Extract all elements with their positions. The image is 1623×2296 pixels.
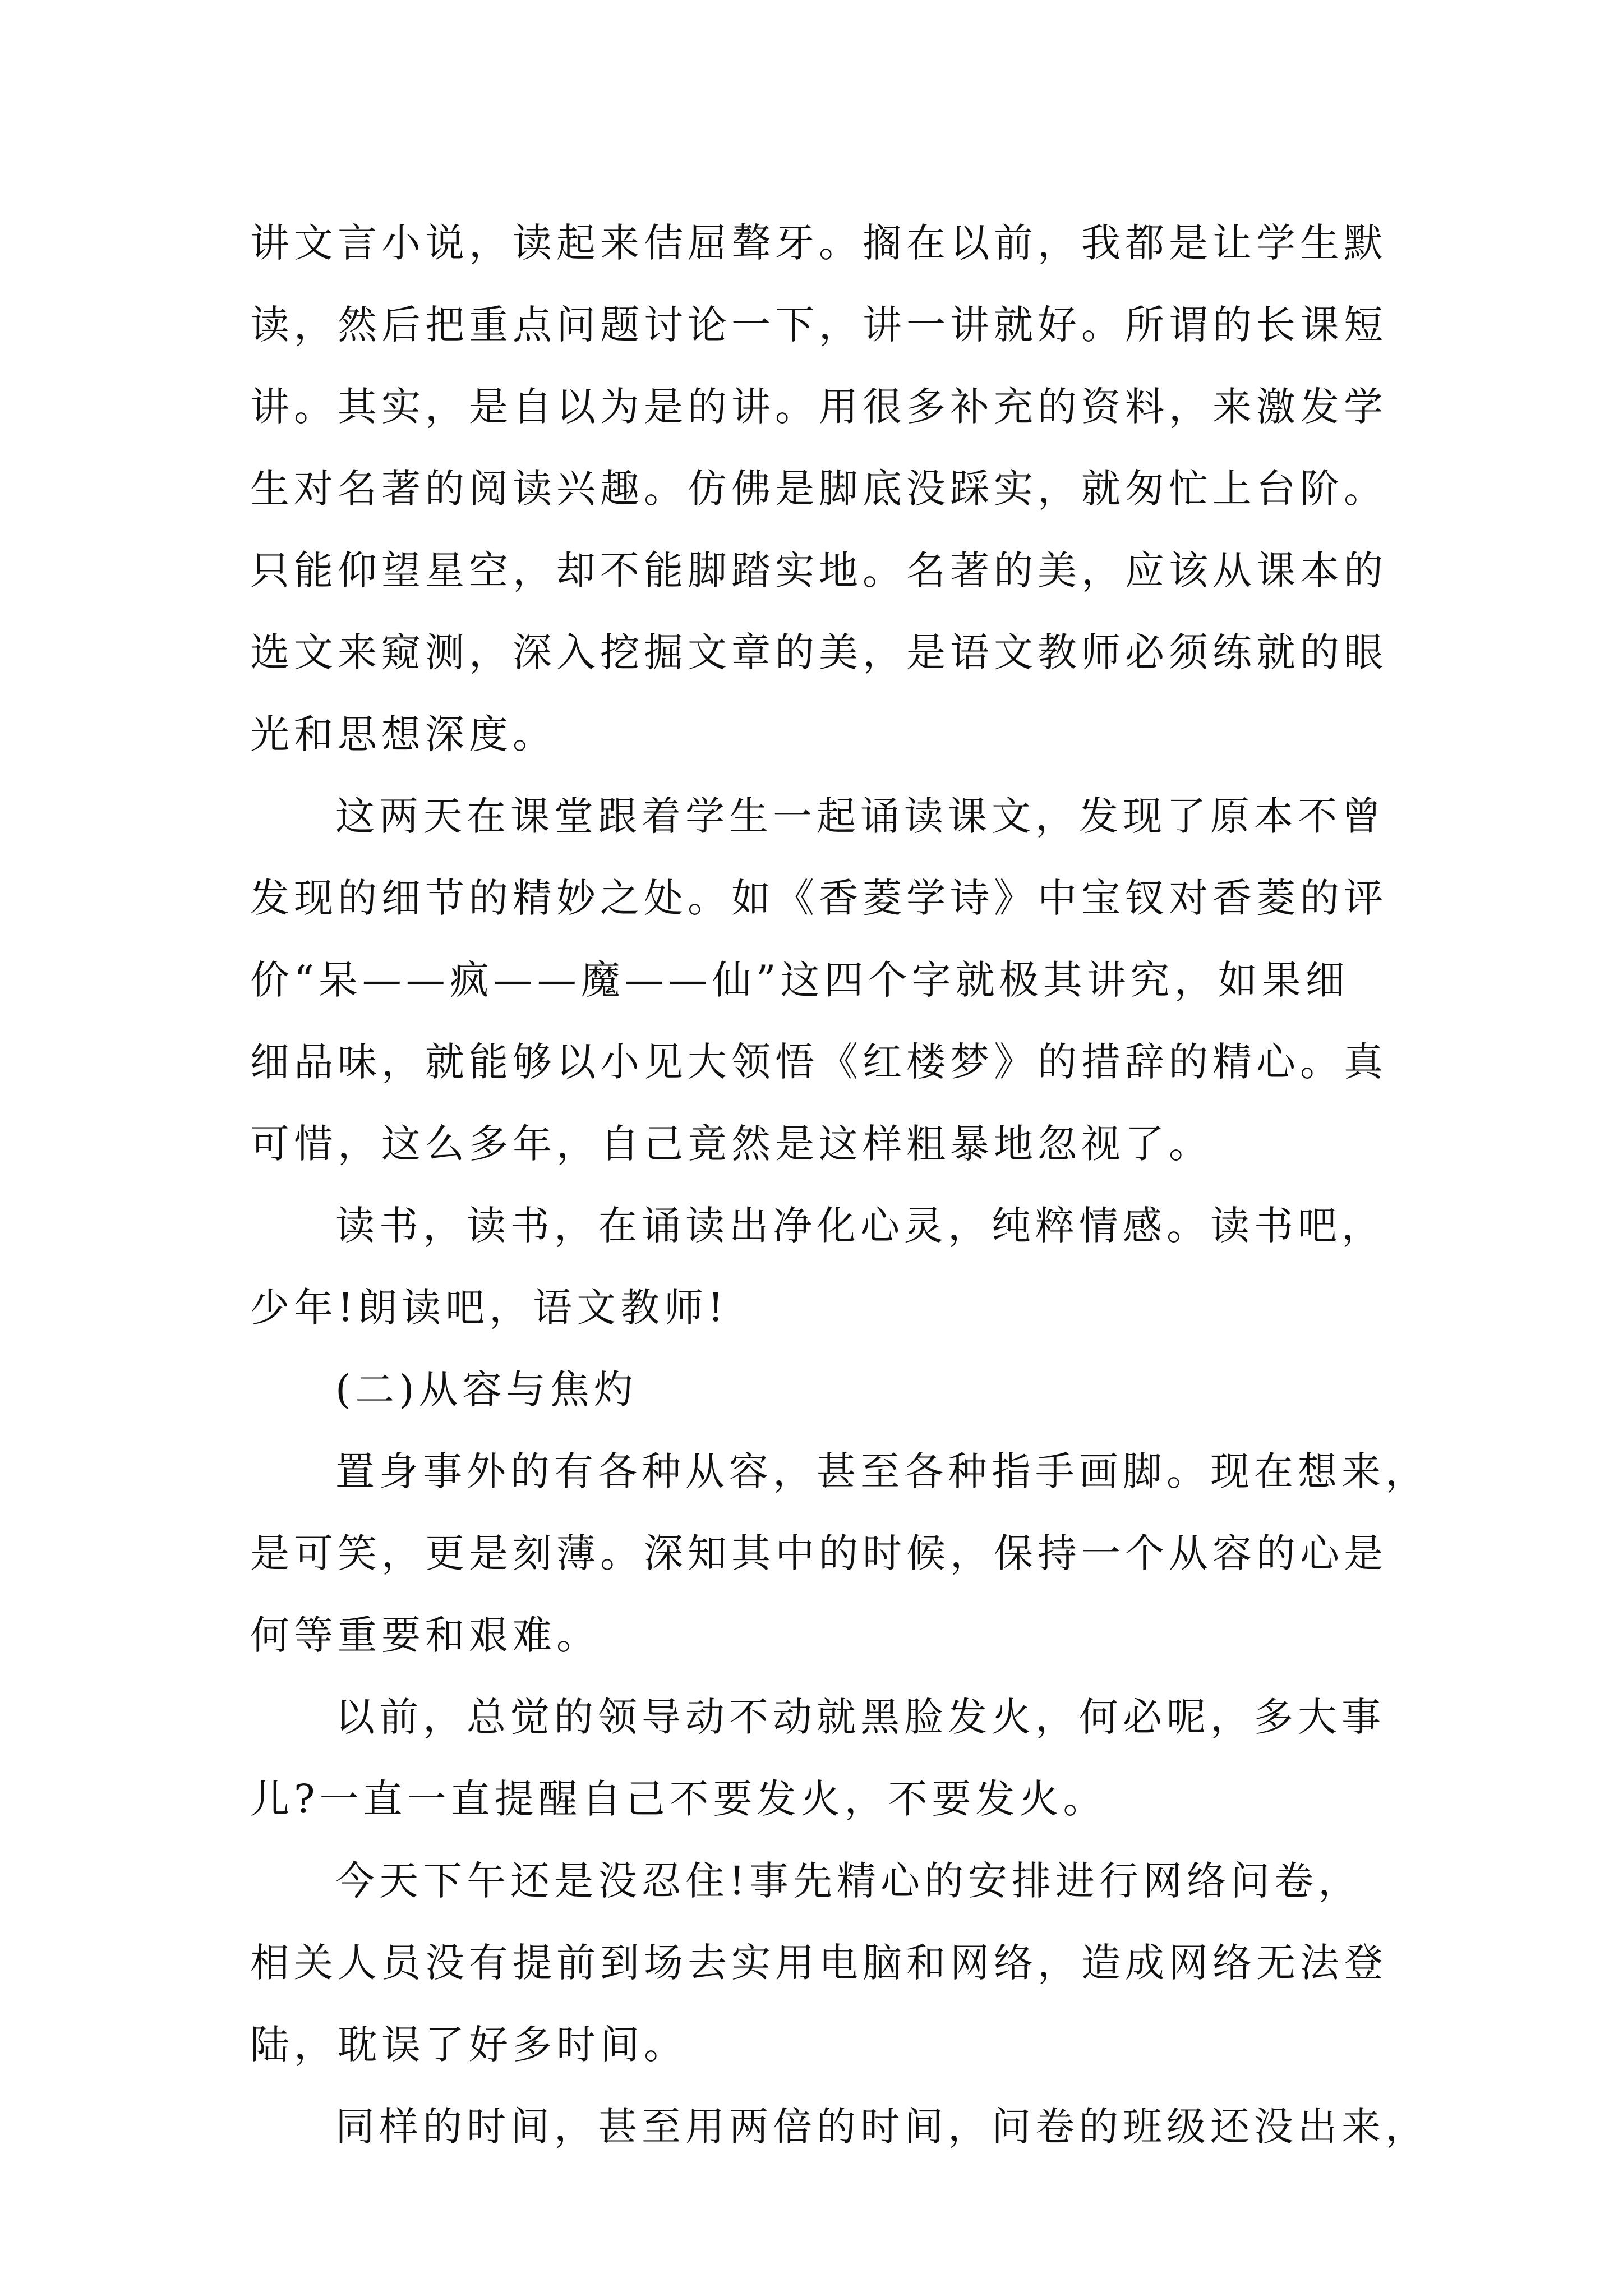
text-line: 儿?一直一直提醒自己不要发火，不要发火。 — [250, 1776, 1107, 1822]
paragraph-first-line: 今天下午还是没忍住!事先精心的安排进行网络问卷， — [335, 1858, 1362, 1904]
text-line: 价“呆——疯——魔——仙”这四个字就极其讲究，如果细 — [250, 957, 1349, 1003]
text-line: 只能仰望星空，却不能脚踏实地。名著的美，应该从课本的 — [250, 547, 1387, 593]
paragraph-first-line: 读书，读书，在诵读出净化心灵，纯粹情感。读书吧， — [335, 1203, 1385, 1249]
text-line: 相关人员没有提前到场去实用电脑和网络，造成网络无法登 — [250, 1940, 1387, 1986]
text-line: 选文来窥测，深入挖掘文章的美，是语文教师必须练就的眼 — [250, 629, 1387, 675]
text-line: 生对名著的阅读兴趣。仿佛是脚底没踩实，就匆忙上台阶。 — [250, 466, 1387, 512]
text-line: 细品味，就能够以小见大领悟《红楼梦》的措辞的精心。真 — [250, 1039, 1387, 1085]
section-heading: (二)从容与焦灼 — [335, 1366, 638, 1412]
text-line: 是可笑，更是刻薄。深知其中的时候，保持一个从容的心是 — [250, 1530, 1387, 1576]
text-line: 讲。其实，是自以为是的讲。用很多补充的资料，来激发学 — [250, 384, 1387, 430]
paragraph-first-line: 以前，总觉的领导动不动就黑脸发火，何必呢，多大事 — [335, 1694, 1385, 1740]
text-line: 可惜，这么多年，自己竟然是这样粗暴地忽视了。 — [250, 1121, 1212, 1167]
paragraph-first-line: 同样的时间，甚至用两倍的时间，问卷的班级还没出来， — [335, 2104, 1429, 2150]
text-line: 少年!朗读吧，语文教师! — [250, 1285, 728, 1331]
text-line: 发现的细节的精妙之处。如《香菱学诗》中宝钗对香菱的评 — [250, 875, 1387, 921]
paragraph-first-line: 置身事外的有各种从容，甚至各种指手画脚。现在想来， — [335, 1448, 1429, 1494]
text-line: 陆，耽误了好多时间。 — [250, 2022, 688, 2068]
paragraph-first-line: 这两天在课堂跟着学生一起诵读课文，发现了原本不曾 — [335, 793, 1385, 839]
text-line: 讲文言小说，读起来佶屈聱牙。搁在以前，我都是让学生默 — [250, 220, 1387, 266]
text-line: 何等重要和艰难。 — [250, 1612, 600, 1658]
text-line: 光和思想深度。 — [250, 711, 556, 757]
text-line: 读，然后把重点问题讨论一下，讲一讲就好。所谓的长课短 — [250, 302, 1387, 348]
